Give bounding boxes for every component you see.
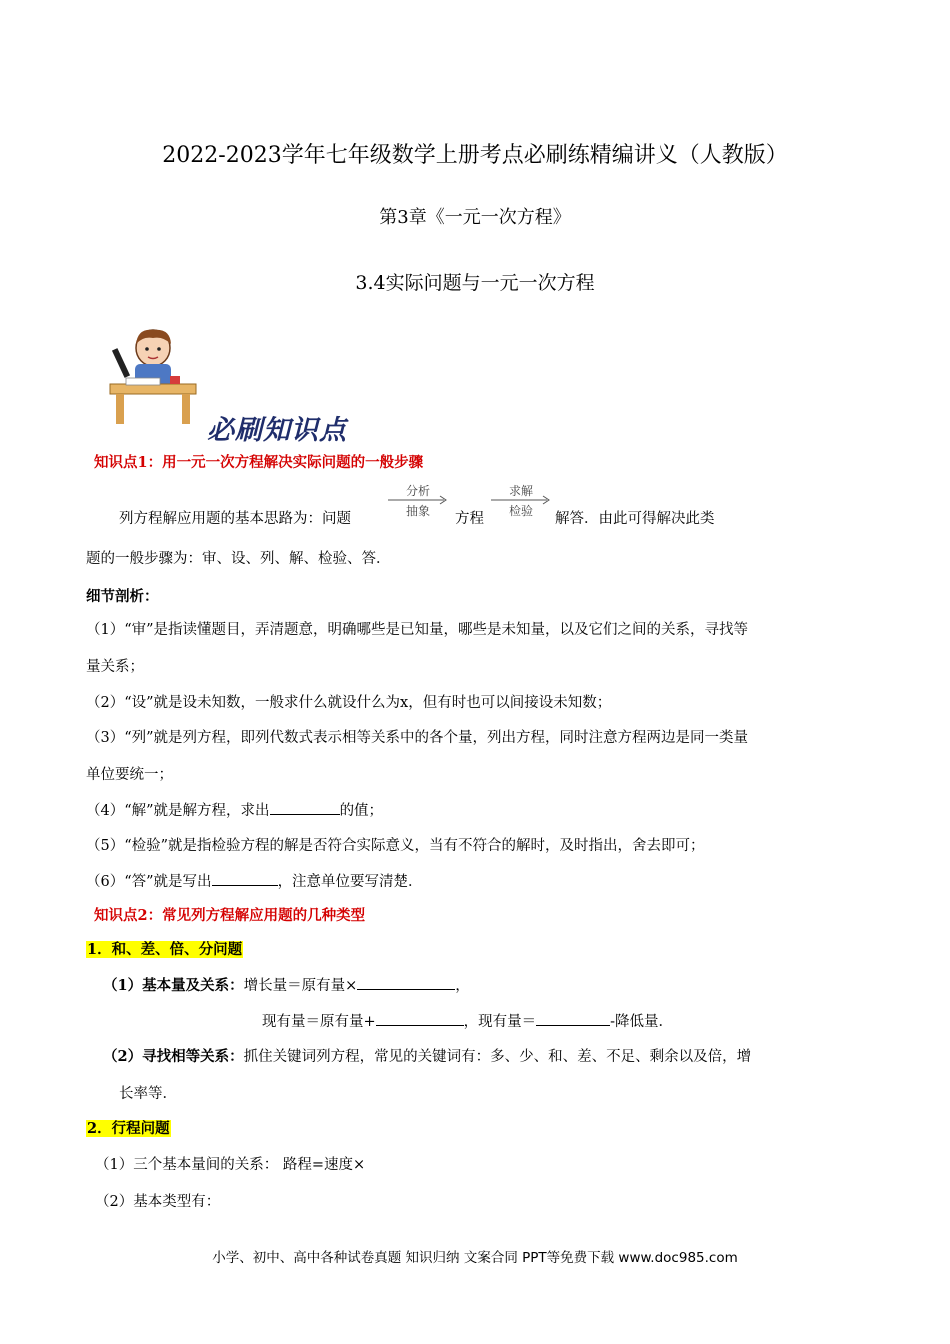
r1: （1）三个基本量间的关系： 路程=速度× [95, 1157, 366, 1173]
type1-title [86, 938, 243, 959]
detail-3a: （3）“列”就是列方程，即列代数式表示相等关系中的各个量，列出方程，同时注意方程两边是同一类量 [86, 730, 749, 746]
fill-blank[interactable] [357, 975, 455, 990]
detail-2: （2）“设”就是设未知数，一般求什么就设什么为x，但有时也可以间接设未知数； [86, 695, 612, 711]
student-illustration [108, 326, 198, 426]
kp1-line1-mid: 方程 [455, 511, 484, 527]
detail-3b: 单位要统一； [86, 767, 173, 783]
arrow-analyze [388, 484, 448, 518]
t1-line2 [262, 1010, 673, 1031]
detail-6-post: ，注意单位要写清楚． [277, 874, 423, 890]
type1-title-text: 1．和、差、倍、分问题 [87, 941, 243, 958]
t1-text-pre: 增长量＝原有量× [243, 978, 358, 994]
arrow2-bottom-label: 检验 [508, 504, 533, 518]
kp1-line1-pre: 列方程解应用题的基本思路为：问题 [119, 511, 351, 527]
fill-blank[interactable] [536, 1011, 610, 1026]
t1-label: （1）基本量及关系： [103, 977, 244, 994]
t2-line [103, 1045, 751, 1066]
t1-line2-c: -降低量． [610, 1014, 674, 1030]
kp1-line2: 题的一般步骤为：审、设、列、解、检验、答． [86, 551, 391, 567]
detail-5: （5）“检验”就是指检验方程的解是否符合实际意义，当有不符合的解时，及时指出，舍去即可； [86, 838, 705, 854]
document-title: 2022-2023学年七年级数学上册考点必刷练精编讲义（人教版） [162, 143, 788, 168]
detail-1b: 量关系； [86, 659, 144, 675]
t1-line [103, 974, 470, 995]
detail-heading: 细节剖析： [86, 588, 159, 605]
fill-blank[interactable] [212, 871, 278, 886]
kp1-heading: 知识点1：用一元一次方程解决实际问题的一般步骤 [94, 454, 424, 471]
t1-line2-a: 现有量＝原有量+ [262, 1014, 376, 1030]
detail-1a: （1）“审”是指读懂题目，弄清题意，明确哪些是已知量，哪些是未知量，以及它们之间的关系，寻找等 [86, 622, 749, 638]
fill-blank[interactable] [270, 800, 340, 815]
chapter-title: 第3章《一元一次方程》 [379, 207, 571, 228]
kp2-heading: 知识点2：常见列方程解应用题的几种类型 [94, 907, 366, 924]
t2-line2: 长率等． [119, 1086, 177, 1102]
fill-blank[interactable] [376, 1011, 464, 1026]
detail-4 [86, 799, 383, 820]
detail-6 [86, 870, 423, 891]
t1-line2-b: ，现有量＝ [463, 1014, 537, 1030]
detail-6-pre: （6）“答”就是写出 [86, 874, 212, 890]
type2-title [86, 1117, 171, 1138]
t2-label: （2）寻找相等关系： [103, 1048, 244, 1065]
t2-text: 抓住关键词列方程，常见的关键词有：多、少、和、差、不足、剩余以及倍，增 [243, 1049, 752, 1065]
section-title: 3.4实际问题与一元一次方程 [355, 272, 595, 294]
arrow2-top-label: 求解 [508, 484, 533, 498]
detail-4-pre: （4）“解”就是解方程，求出 [86, 803, 270, 819]
kp1-line1-post: 解答．由此可得解决此类 [555, 511, 715, 527]
r2: （2）基本类型有： [95, 1194, 221, 1210]
arrow1-top-label: 分析 [405, 484, 430, 498]
t1-text-post: ， [455, 978, 470, 994]
type2-title-text: 2．行程问题 [87, 1120, 170, 1137]
detail-4-post: 的值； [339, 803, 384, 819]
footer: 小学、初中、高中各种试卷真题 知识归纳 文案合同 PPT等免费下载 www.doc985.com [212, 1250, 738, 1266]
arrow-solve [491, 484, 551, 518]
badge-title: 必刷知识点 [207, 415, 347, 446]
arrow1-bottom-label: 抽象 [405, 504, 430, 518]
